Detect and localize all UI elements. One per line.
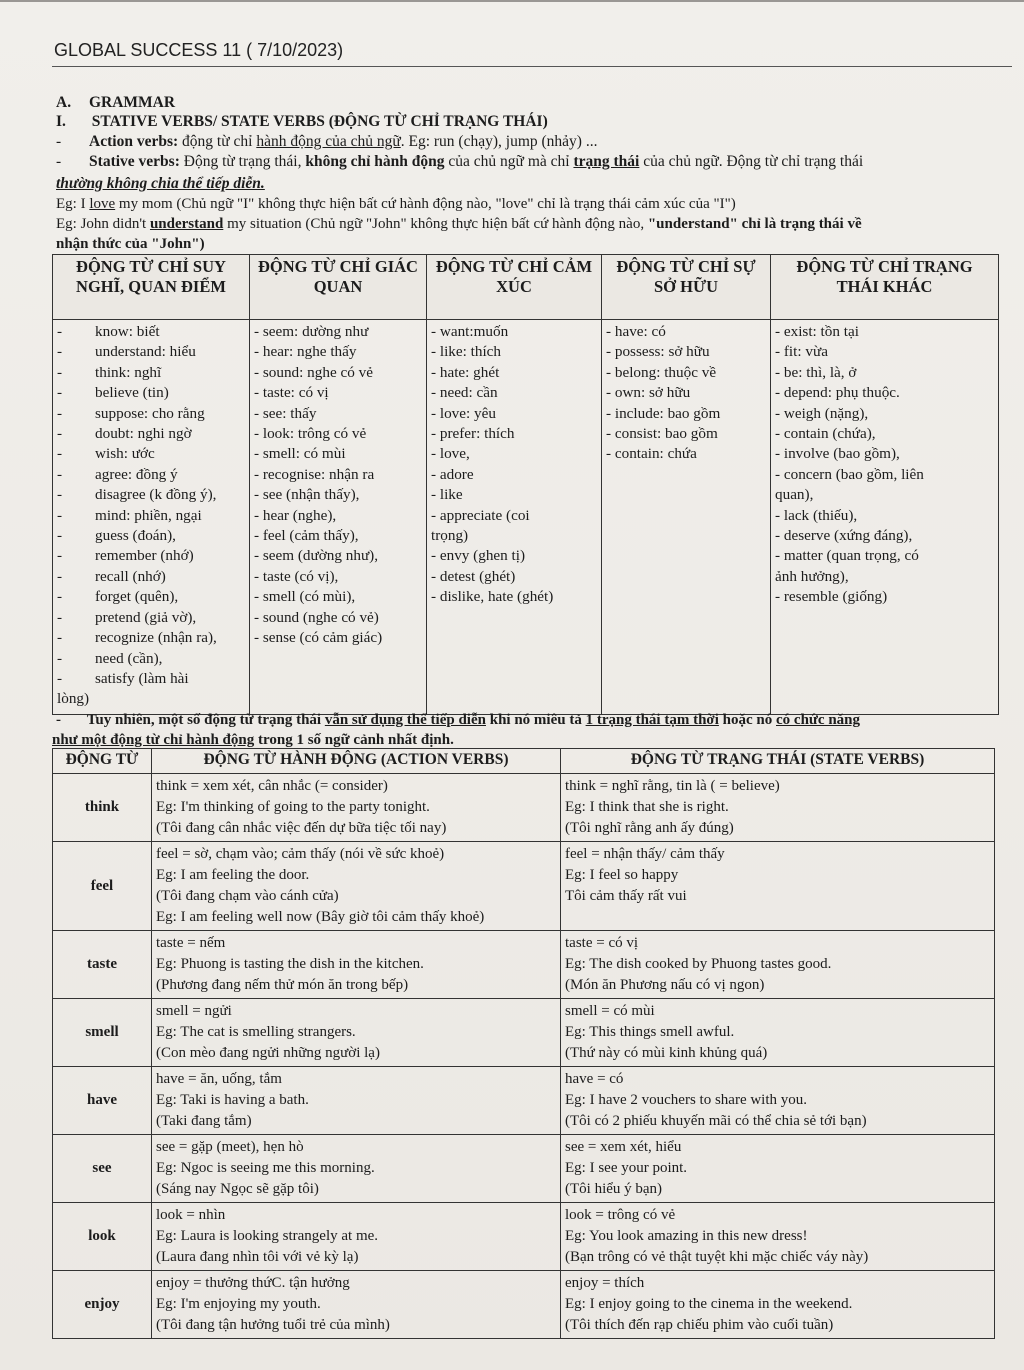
example-prefix: Eg: John didn't [56,216,147,232]
list-item: - love: yêu [431,404,496,422]
section-heading-i [56,113,548,131]
sense-verbs-list [254,322,422,649]
action-cell [152,1203,561,1271]
action-verbs-underlined: hành động của chủ ngữ [256,133,401,150]
list-item-text: know: biết [95,323,160,340]
action-line: Eg: Ngoc is seeing me this morning. [156,1160,375,1176]
thinking-verbs-list [57,322,245,689]
action-line: Eg: Laura is looking strangely at me. [156,1228,379,1244]
list-item [57,669,245,689]
list-item [57,342,245,362]
state-cell [561,842,995,931]
list-item: - sound (nghe có vẻ) [254,608,379,626]
header-possession-verbs: ĐỘNG TỪ CHỈ SỰ SỞ HỮU [602,255,771,320]
list-item [57,383,245,403]
list-item: - hate: ghét [431,363,500,381]
bullet-dash: - [57,486,63,504]
list-item-text: satisfy (làm hài [95,669,189,687]
state-cell [561,1135,995,1203]
list-item: - be: thì, là, ở [775,363,857,381]
list-item: - envy (ghen tị) [431,547,526,565]
state-cell [561,931,995,999]
action-line: Eg: I'm thinking of going to the party tonight. [156,799,430,815]
bullet-dash: - [57,363,63,381]
bullet-dash: - [57,425,63,443]
verb-cell: smell [53,999,152,1067]
table-header-row [53,749,995,774]
list-item [57,485,245,505]
action-line: Eg: The cat is smelling strangers. [156,1024,356,1040]
list-item: - smell: có mùi [254,445,346,463]
action-line: think = xem xét, cân nhắc (= consider) [156,778,388,794]
list-item [57,526,245,546]
state-cell [561,1271,995,1339]
possession-verbs-list [606,322,766,465]
list-item-text: disagree (k đồng ý), [95,486,217,504]
action-line: taste = nếm [156,935,226,951]
note-underlined: vẫn sử dụng thể tiếp diễn [324,712,486,728]
action-cell [152,999,561,1067]
state-line: see = xem xét, hiểu [565,1139,682,1155]
action-cell [152,931,561,999]
state-line: think = nghĩ rằng, tin là ( = believe) [565,778,780,794]
list-item [57,506,245,526]
list-item: - resemble (giống) [775,588,888,606]
table-row [53,1067,995,1135]
list-item: - contain: chứa [606,445,697,463]
stative-verbs-text: Động từ trạng thái, [183,153,302,170]
list-item: - include: bao gồm [606,404,721,422]
state-line: Eg: I feel so happy [565,867,679,883]
list-item: - like: thích [431,343,502,361]
stative-verbs-line [56,153,863,171]
other-state-verbs-list [775,322,994,608]
note-underlined: như một động từ chỉ hành động [52,732,255,748]
example-explanation: my situation (Chủ ngữ "John" không thực hiện bất cứ hành động nào, [227,216,645,232]
list-item: - seem (dường như), [254,547,379,565]
action-line: (Laura đang nhìn tôi với vẻ kỳ lạ) [156,1249,359,1265]
list-item: - possess: sở hữu [606,343,710,361]
state-line: Tôi cảm thấy rất vui [565,888,687,904]
verb-cell: see [53,1135,152,1203]
example-explanation: my mom (Chủ ngữ "I" không thực hiện bất cứ hành động nào, "love" chỉ là trạng thái cảm xúc của "I") [118,196,736,212]
state-line: Eg: The dish cooked by Phuong tastes good. [565,956,832,972]
list-item: - see: thấy [254,404,317,422]
state-line: look = trông có vẻ [565,1207,676,1223]
list-item: - weigh (nặng), [775,404,869,422]
state-line: (Tôi thích đến rạp chiếu phim vào cuối tuần) [565,1317,834,1333]
header-emotion-verbs: ĐỘNG TỪ CHỈ CẢM XÚC [427,255,602,320]
emotion-verbs-cell [427,320,602,715]
bullet-dash: - [56,712,61,728]
note-line-2 [52,731,454,749]
list-item: - matter (quan trọng, có [775,547,919,565]
thinking-verbs-cell [53,320,250,715]
action-line: enjoy = thưởng thứC. tận hưởng [156,1275,350,1291]
table-row [53,842,995,931]
state-cell [561,1067,995,1135]
list-item: - concern (bao gồm, liên [775,465,924,483]
action-line: feel = sờ, chạm vào; cảm thấy (nói về sức khoẻ) [156,846,445,862]
list-item: - have: có [606,323,666,340]
stative-verbs-label: Stative verbs: [89,153,180,170]
note-text: trong 1 số ngữ cảnh nhất định. [258,732,454,748]
list-item: - depend: phụ thuộc. [775,384,900,402]
bullet-dash: - [57,384,63,402]
bullet-dash: - [56,133,62,150]
list-item: trọng) [431,527,469,545]
bullet-dash: - [56,153,62,170]
list-item: ảnh hưởng), [775,567,849,585]
action-line: (Con mèo đang ngửi những người lạ) [156,1045,380,1061]
list-item: - deserve (xứng đáng), [775,527,913,545]
list-item: - feel (cảm thấy), [254,527,359,545]
list-item: - like [431,486,463,504]
state-line: enjoy = thích [565,1275,645,1291]
header-state-verbs: ĐỘNG TỪ TRẠNG THÁI (STATE VERBS) [561,749,995,774]
state-line: feel = nhận thấy/ cảm thấy [565,846,725,862]
bullet-dash: - [57,629,63,647]
list-item: - hear (nghe), [254,506,337,524]
list-item-text: suppose: cho rằng [95,404,205,422]
stative-verbs-note: thường không chia thể tiếp diễn. [56,175,265,192]
action-line: (Tôi đang chạm vào cánh cửa) [156,888,339,904]
bullet-dash: - [57,547,63,565]
action-line: (Taki đang tắm) [156,1113,252,1129]
list-item [57,465,245,485]
list-item [57,546,245,566]
section-heading-a [56,94,175,112]
section-letter: A. [56,94,72,111]
list-item [57,322,245,342]
action-cell [152,1271,561,1339]
list-item: - appreciate (coi [431,506,530,524]
list-item: quan), [775,486,814,504]
state-line: have = có [565,1071,624,1087]
document-header [52,30,1012,67]
list-item: - contain (chứa), [775,425,876,443]
header-sense-verbs: ĐỘNG TỪ CHỈ GIÁC QUAN [250,255,427,320]
verb-cell: think [53,774,152,842]
bullet-dash: - [57,506,63,524]
list-item: - prefer: thích [431,425,515,443]
action-verbs-example: . Eg: run (chạy), jump (nhảy) ... [400,133,598,150]
action-line: Eg: Taki is having a bath. [156,1092,309,1108]
list-item [57,424,245,444]
list-item: lòng) [57,690,90,708]
list-item: - lack (thiếu), [775,506,858,524]
action-line: smell = ngửi [156,1003,232,1019]
example-understand-line [56,215,862,233]
action-line: Eg: I am feeling the door. [156,867,310,883]
list-item: - consist: bao gồm [606,425,718,443]
state-line: Eg: You look amazing in this new dress! [565,1228,808,1244]
state-line: (Tôi có 2 phiếu khuyến mãi có thể chia sẻ tới bạn) [565,1113,867,1129]
list-item [57,404,245,424]
list-item: - belong: thuộc về [606,363,717,381]
bullet-dash: - [57,588,63,606]
state-cell [561,774,995,842]
list-item-text: guess (đoán), [95,527,176,545]
table-row [53,931,995,999]
action-line: (Tôi đang tận hưởng tuổi trẻ của mình) [156,1317,390,1333]
list-item [57,628,245,648]
bullet-dash: - [57,343,63,361]
list-item: - adore [431,465,474,483]
example-love-line [56,195,736,213]
state-line: Eg: I see your point. [565,1160,688,1176]
list-item [57,363,245,383]
list-item-text: think: nghĩ [95,363,162,381]
bullet-dash: - [57,445,63,463]
state-line: Eg: This things smell awful. [565,1024,735,1040]
list-item-text: understand: hiểu [95,343,196,361]
example-prefix: Eg: I [56,196,86,212]
list-item-text: remember (nhớ) [95,547,194,565]
action-cell [152,842,561,931]
stative-verbs-bold: không chỉ hành động [305,153,445,170]
list-item: - hear: nghe thấy [254,343,357,361]
action-verbs-label: Action verbs: [89,133,179,150]
emotion-verbs-list [431,322,597,608]
list-item-text: doubt: nghi ngờ [95,425,192,443]
note-underlined: có chức năng [776,712,861,728]
bullet-dash: - [57,323,63,340]
state-line: smell = có mùi [565,1003,655,1019]
list-item: - sound: nghe có vẻ [254,363,373,381]
section-title: STATIVE VERBS/ STATE VERBS (ĐỘNG TỪ CHỈ TRẠNG THÁI) [91,113,548,130]
list-item: - want:muốn [431,323,509,340]
verb-cell: feel [53,842,152,931]
list-item: - taste: có vị [254,384,329,402]
action-verbs-text: động từ chỉ [182,133,253,150]
table-row [53,999,995,1067]
bullet-dash: - [57,527,63,545]
state-line: (Tôi hiểu ý bạn) [565,1181,663,1197]
verb-cell: enjoy [53,1271,152,1339]
action-vs-state-table [52,748,995,1339]
list-item: - see (nhận thấy), [254,486,360,504]
verb-categories-table [52,254,999,715]
note-text: khi nó miêu tả [489,712,582,728]
page-edge-line [0,0,1024,2]
table-row [53,774,995,842]
action-line: look = nhìn [156,1207,226,1223]
list-item [57,444,245,464]
state-line: (Món ăn Phương nấu có vị ngon) [565,977,765,993]
other-state-verbs-cell [771,320,999,715]
list-item [57,567,245,587]
table-row [53,1271,995,1339]
example-verb: love [89,196,116,212]
state-line: (Bạn trông có vẻ thật tuyệt khi mặc chiếc váy này) [565,1249,869,1265]
state-cell [561,999,995,1067]
list-item-text: believe (tin) [95,384,169,402]
action-cell [152,1135,561,1203]
header-thinking-verbs: ĐỘNG TỪ CHỈ SUY NGHĨ, QUAN ĐIỂM [53,255,250,320]
action-line: (Phương đang nếm thử món ăn trong bếp) [156,977,409,993]
list-item: - sense (có cảm giác) [254,629,383,647]
note-line-1 [56,711,860,729]
list-item: - look: trông có vẻ [254,425,367,443]
list-item-text: forget (quên), [95,588,179,606]
stative-verbs-text-mid: của chủ ngữ mà chỉ [448,153,570,170]
table-body-row [53,320,999,715]
list-item: - fit: vừa [775,343,828,361]
note-underlined: 1 trạng thái tạm thời [585,712,719,728]
table-header-row [53,255,999,320]
list-item-text: agree: đồng ý [95,465,178,483]
sense-verbs-cell [250,320,427,715]
header-action-verbs: ĐỘNG TỪ HÀNH ĐỘNG (ACTION VERBS) [152,749,561,774]
action-line: (Sáng nay Ngọc sẽ gặp tôi) [156,1181,319,1197]
list-item: - dislike, hate (ghét) [431,588,554,606]
bullet-dash: - [57,608,63,626]
table-row [53,1135,995,1203]
stative-verbs-underlined: trạng thái [573,153,640,170]
verb-cell: have [53,1067,152,1135]
action-line: Eg: Phuong is tasting the dish in the kitchen. [156,956,424,972]
list-item-text: mind: phiền, ngại [95,506,202,524]
section-label: GRAMMAR [88,94,176,111]
document-title: GLOBAL SUCCESS 11 ( 7/10/2023) [54,40,344,60]
note-text: Tuy nhiên, một số động từ trạng thái [86,712,322,728]
state-line: Eg: I enjoy going to the cinema in the weekend. [565,1296,853,1312]
list-item [57,649,245,669]
action-line: have = ăn, uống, tắm [156,1071,282,1087]
state-line: (Tôi nghĩ rằng anh ấy đúng) [565,820,734,836]
verb-cell: look [53,1203,152,1271]
bullet-dash: - [57,649,63,667]
action-line: (Tôi đang cân nhắc việc đến dự bữa tiệc tối nay) [156,820,447,836]
header-other-state-verbs: ĐỘNG TỪ CHỈ TRẠNG THÁI KHÁC [771,255,999,320]
bullet-dash: - [57,465,63,483]
bullet-dash: - [57,404,63,422]
possession-verbs-cell [602,320,771,715]
action-line: Eg: I'm enjoying my youth. [156,1296,321,1312]
list-item: - involve (bao gồm), [775,445,900,463]
note-text: hoặc nó [722,712,773,728]
state-line: Eg: I have 2 vouchers to share with you. [565,1092,808,1108]
list-item-text: pretend (giả vờ), [95,608,197,626]
list-item [57,587,245,607]
list-item [57,608,245,628]
state-line: taste = có vị [565,935,639,951]
list-item-text: recall (nhớ) [95,567,166,585]
list-item: - recognise: nhận ra [254,465,375,483]
list-item: - seem: dường như [254,323,369,340]
list-item: - taste (có vị), [254,567,339,585]
header-verb: ĐỘNG TỪ [53,749,152,774]
action-line: see = gặp (meet), hẹn hò [156,1139,304,1155]
list-item-text: wish: ước [95,445,155,463]
list-item-text: recognize (nhận ra), [95,629,217,647]
verb-cell: taste [53,931,152,999]
list-item: - detest (ghét) [431,567,516,585]
table-row [53,1203,995,1271]
state-cell [561,1203,995,1271]
stative-verbs-text-end: của chủ ngữ. Động từ chỉ trạng thái [643,153,864,170]
state-line: (Thứ này có mùi kinh khủng quá) [565,1045,768,1061]
list-item: - own: sở hữu [606,384,691,402]
example-emphasis: "understand" chỉ là trạng thái về [647,216,862,232]
example-continuation: nhận thức của "John") [56,236,205,252]
list-item: - smell (có mùi), [254,588,356,606]
example-verb: understand [149,216,224,232]
state-line: Eg: I think that she is right. [565,799,729,815]
bullet-dash: - [57,567,63,585]
bullet-dash: - [57,669,63,687]
action-cell [152,774,561,842]
action-line: Eg: I am feeling well now (Bây giờ tôi cảm thấy khoẻ) [156,909,485,925]
action-verbs-line [56,133,597,151]
action-cell [152,1067,561,1135]
list-item-text: need (cần), [95,649,163,667]
list-item: - exist: tồn tại [775,323,859,340]
list-item: - love, [431,445,470,463]
section-number: I. [56,113,66,130]
list-item: - need: cần [431,384,498,402]
